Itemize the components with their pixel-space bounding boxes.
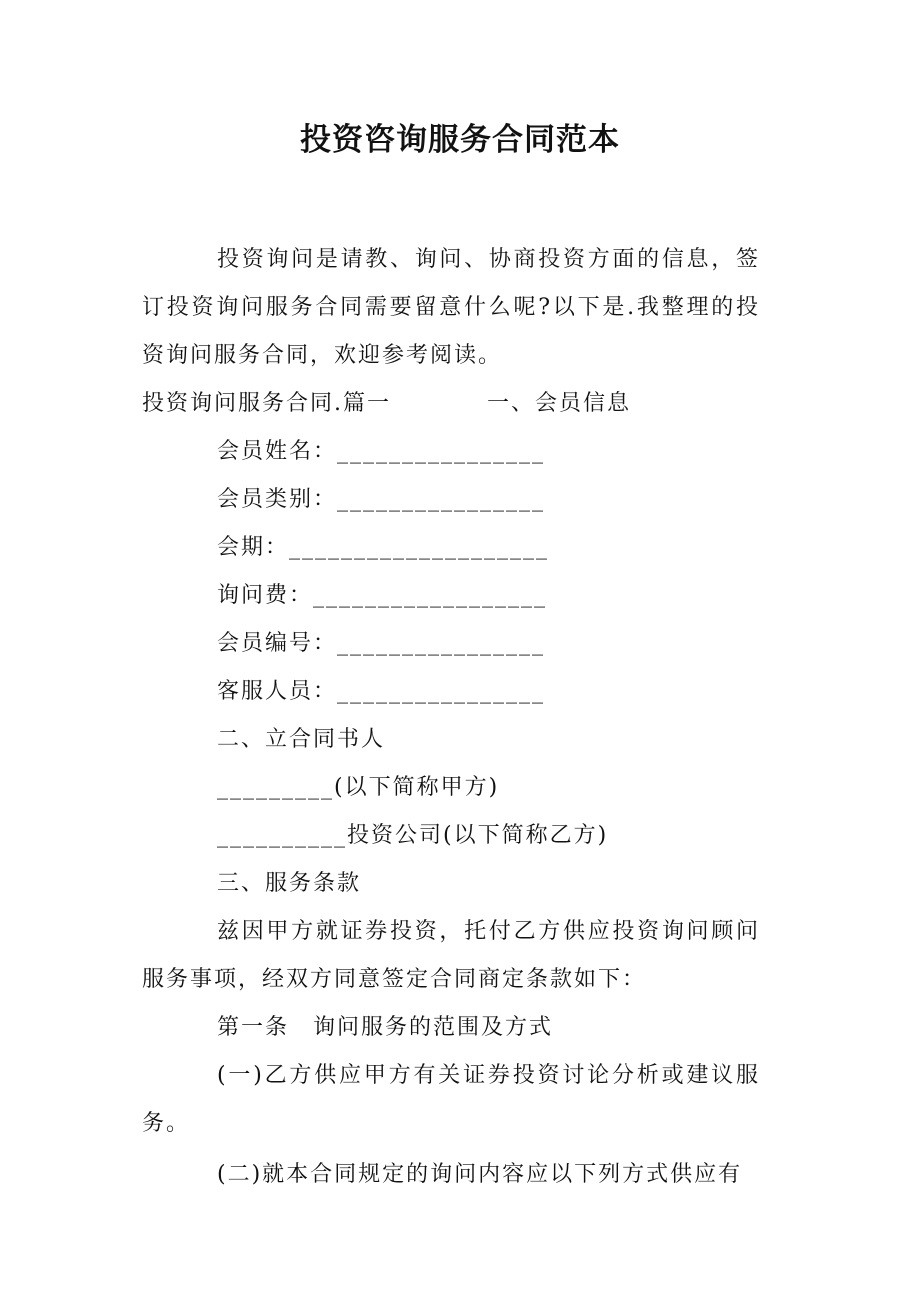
consulting-fee-field: 询问费：__________________ [217,583,548,608]
intro-paragraph: 投资询问是请教、询问、协商投资方面的信息，签订投资询问服务合同需要留意什么呢?以下是.我整理的投资询问服务合同，欢迎参考阅读。 [142,247,760,368]
item-two-paragraph: (二)就本合同规定的询问内容应以下列方式供应有 [217,1162,743,1187]
contract-heading-line: 投资询问服务合同.篇一 一、会员信息 [142,391,631,416]
section-three-heading: 三、服务条款 [217,871,362,896]
section-two-heading: 二、立合同书人 [217,727,386,752]
item-one-paragraph: (一)乙方供应甲方有关证券投资讨论分析或建议服务。 [142,1063,760,1136]
member-name-field: 会员姓名：________________ [217,439,546,464]
article-one-heading: 第一条 询问服务的范围及方式 [217,1015,554,1040]
clause-intro-paragraph: 兹因甲方就证券投资，托付乙方供应投资询问顾问服务事项，经双方同意签定合同商定条款如下： [142,919,760,992]
customer-service-field: 客服人员：________________ [217,679,546,704]
document-title: 投资咨询服务合同范本 [300,122,620,158]
membership-period-field: 会期：____________________ [217,535,550,560]
party-b-line: __________投资公司(以下简称乙方) [217,823,609,848]
party-a-line: _________(以下简称甲方) [217,775,500,800]
document-body [142,236,760,1199]
member-type-field: 会员类别：________________ [217,487,546,512]
member-number-field: 会员编号：________________ [217,631,546,656]
